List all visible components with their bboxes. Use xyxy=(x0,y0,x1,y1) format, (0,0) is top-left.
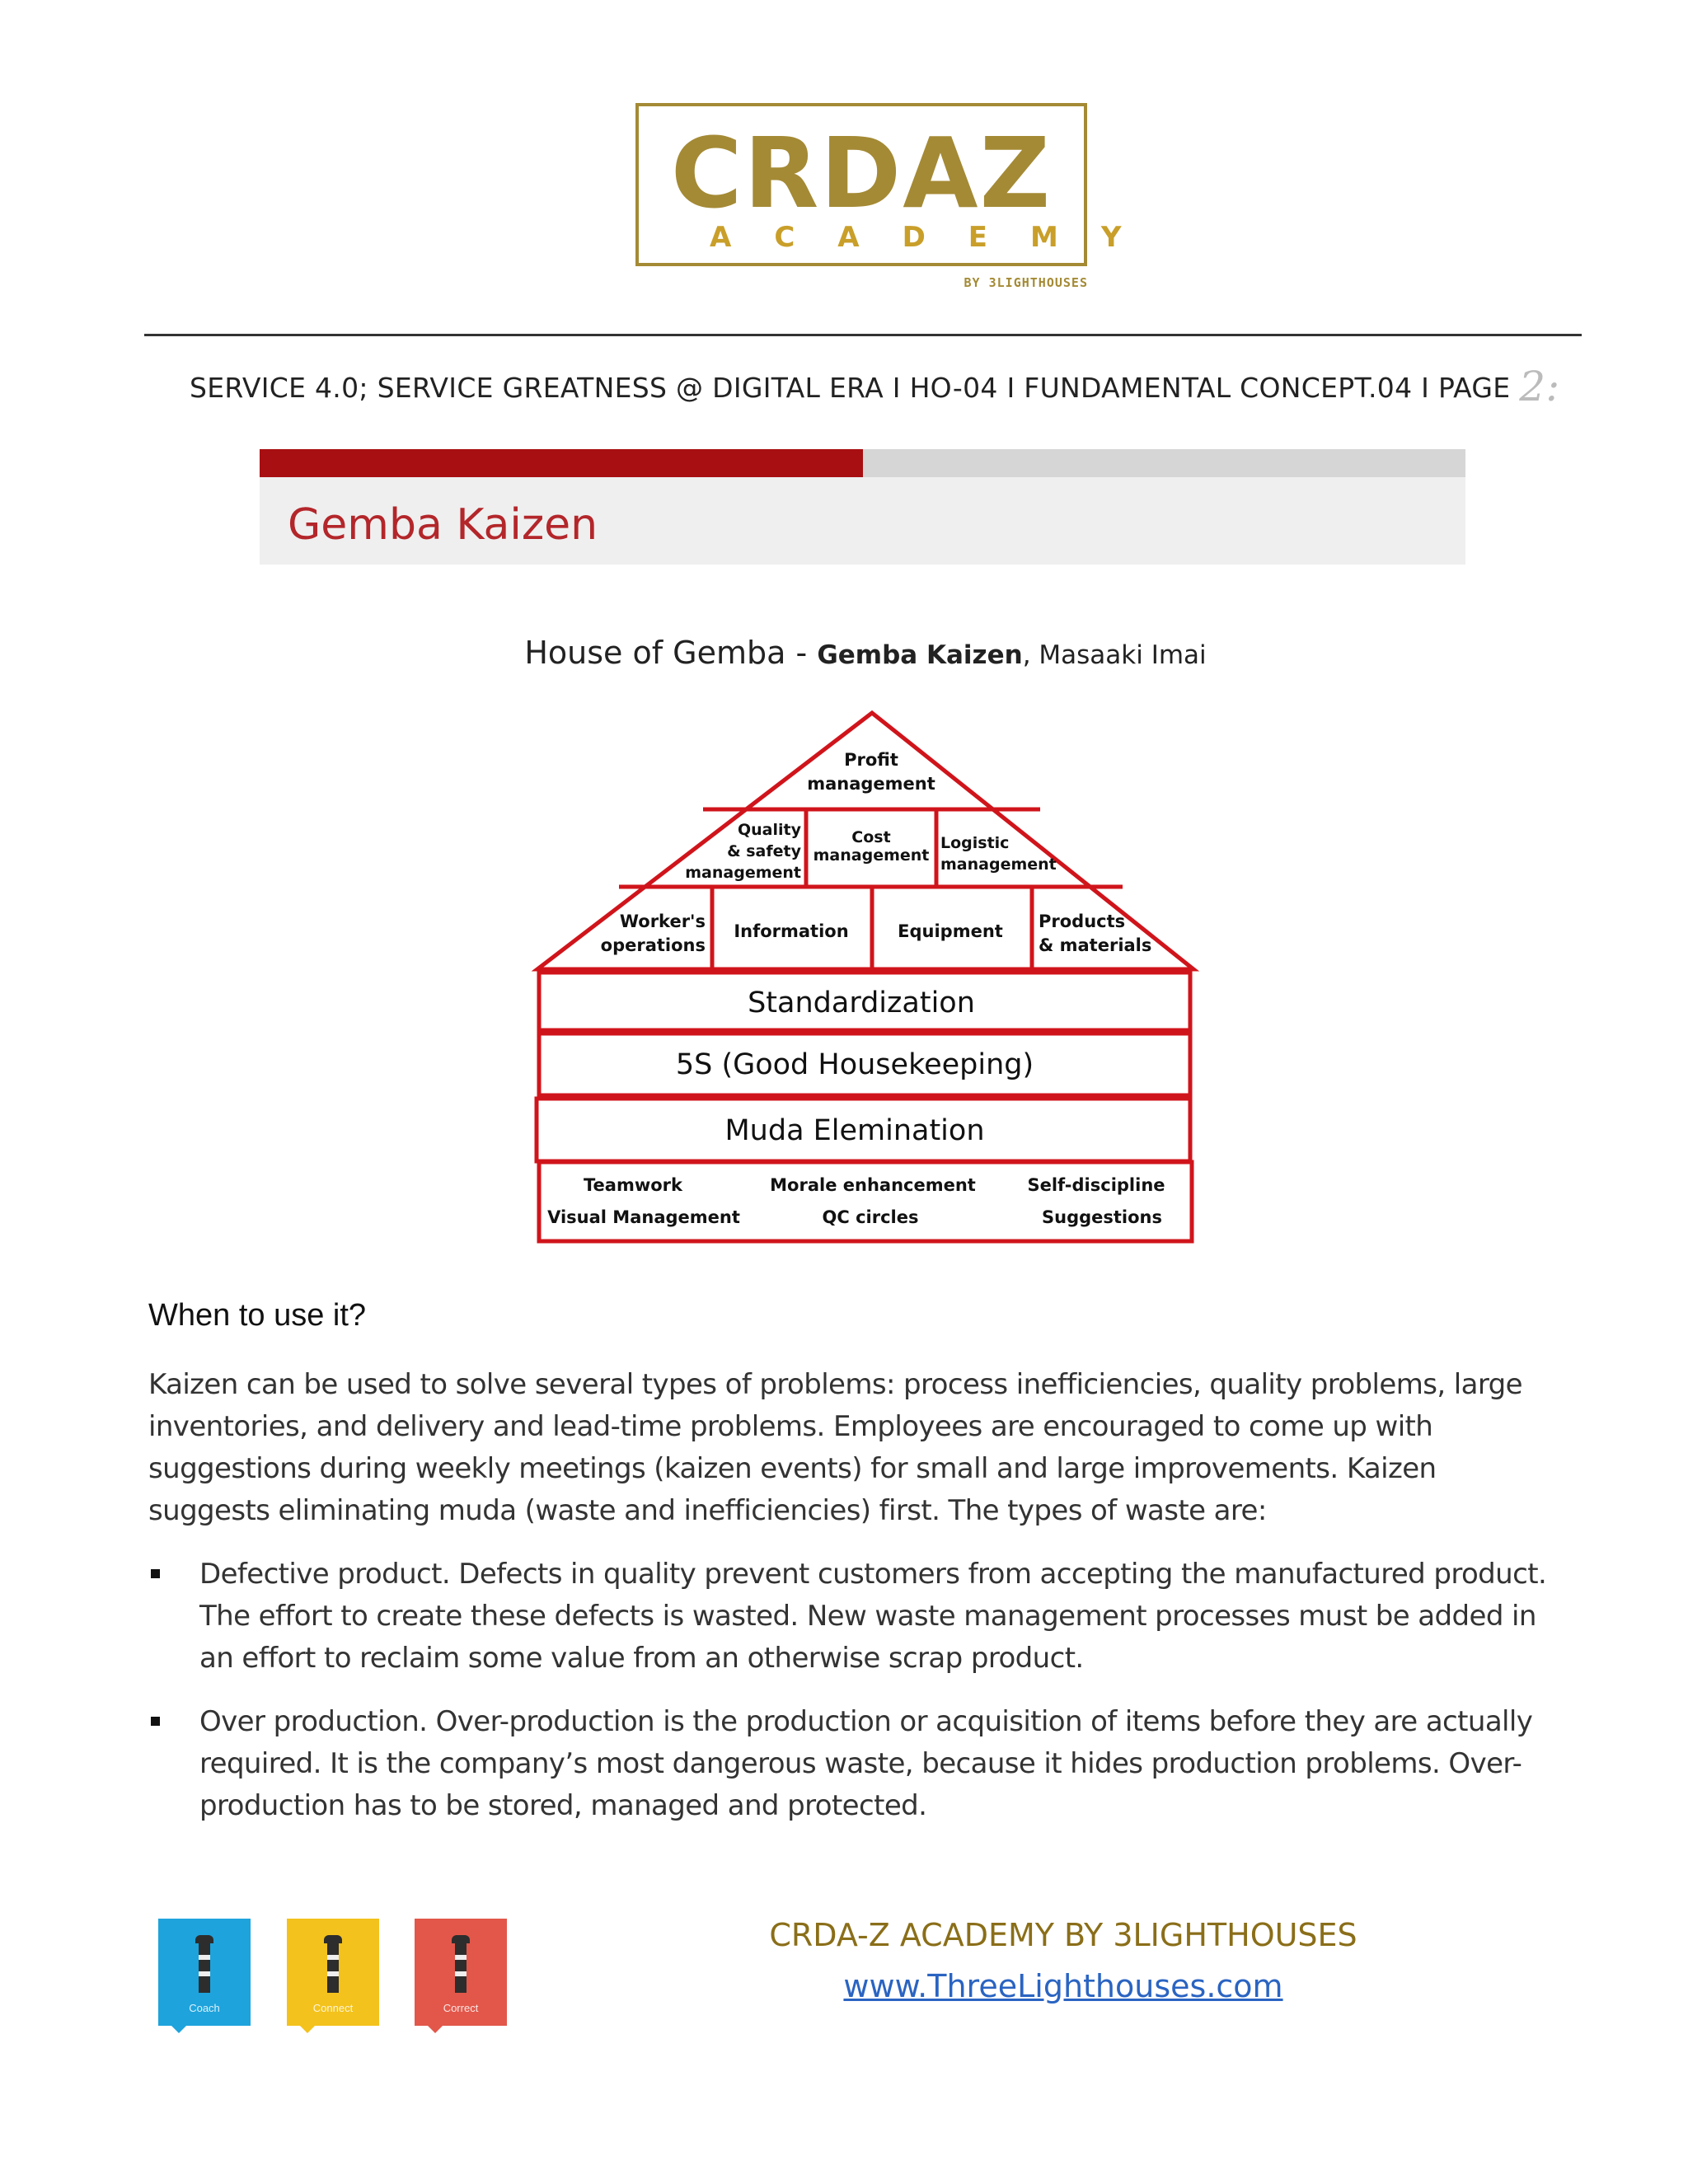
diagram-title-rest: , Masaaki Imai xyxy=(1022,640,1207,670)
lighthouse-stripe xyxy=(455,1971,467,1976)
quality-line1: Quality xyxy=(738,821,801,839)
list-item-text: Defective product. Defects in quality prevent customers from accepting the manufactured product. The effort to create these defects is wasted. New waste management processes must be added in an effort to reclaim some value from an otherwise scrap product. xyxy=(199,1558,1547,1675)
logo-subtitle: ACADEMY xyxy=(710,221,1165,254)
running-head-text: SERVICE 4.0; SERVICE GREATNESS @ DIGITAL ERA I HO-04 I FUNDAMENTAL CONCEPT.04 I PAGE xyxy=(190,372,1511,404)
teamwork-label: Teamwork xyxy=(584,1175,682,1195)
section-heading: When to use it? xyxy=(148,1298,367,1333)
section-paragraph: Kaizen can be used to solve several types of problems: process inefficiencies, quality problems, large inventories, and delivery and lead-time problems. Employees are encouraged to come up with suggestions during weekly meetings (kaizen events) for small and large improvements. Kaizen suggests eliminating muda (waste and inefficiencies) first. The types of waste are: xyxy=(148,1368,1522,1527)
banner-title: Gemba Kaizen xyxy=(288,500,598,550)
products-line2: & materials xyxy=(1039,935,1152,955)
bullet-square-icon xyxy=(151,1717,160,1726)
cost-line1: Cost xyxy=(851,828,891,846)
standardization-label: Standardization xyxy=(748,987,975,1019)
tile-pointer xyxy=(171,2026,186,2033)
self-discipline-label: Self-discipline xyxy=(1027,1175,1165,1195)
tile-pointer xyxy=(428,2026,443,2033)
lighthouse-stripe xyxy=(455,1955,467,1960)
suggestions-label: Suggestions xyxy=(1042,1207,1162,1227)
list-item xyxy=(148,1554,1574,1680)
information-label: Information xyxy=(734,921,849,941)
lighthouse-stripe xyxy=(199,1971,210,1976)
tile-pointer xyxy=(300,2026,315,2033)
lighthouse-tower xyxy=(199,1942,210,1993)
diagram-title-bold: Gemba Kaizen xyxy=(817,640,1023,670)
lighthouse-tower xyxy=(455,1942,467,1993)
coach-tile xyxy=(158,1919,251,2026)
equipment-label: Equipment xyxy=(898,921,1003,941)
footer-organization: CRDA-Z ACADEMY BY 3LIGHTHOUSES xyxy=(769,1917,1357,1953)
qc-circles-label: QC circles xyxy=(822,1207,919,1227)
workers-line2: operations xyxy=(600,935,706,955)
connect-tile xyxy=(287,1919,379,2026)
profit-management-line1: Profit xyxy=(844,750,898,770)
logo-title: CRDAZ xyxy=(670,116,1053,230)
five-s-label: 5S (Good Housekeeping) xyxy=(675,1048,1034,1081)
diagram-title-main: House of Gemba - xyxy=(524,635,818,671)
quality-line2: & safety xyxy=(727,842,801,860)
workers-line1: Worker's xyxy=(619,912,706,931)
tile-label: Connect xyxy=(312,2002,354,2014)
lighthouse-stripe xyxy=(327,1955,339,1960)
profit-management-line2: management xyxy=(807,774,935,794)
lighthouse-stripe xyxy=(199,1955,210,1960)
logistic-line2: management xyxy=(940,855,1057,874)
morale-label: Morale enhancement xyxy=(770,1175,976,1195)
logistic-line1: Logistic xyxy=(940,834,1010,852)
quality-line3: management xyxy=(685,864,801,882)
logo-byline: BY 3LIGHTHOUSES xyxy=(964,275,1088,290)
lighthouse-stripe xyxy=(327,1971,339,1976)
page-number: 2: xyxy=(1519,363,1560,410)
visual-management-label: Visual Management xyxy=(547,1207,740,1227)
products-line1: Products xyxy=(1039,912,1126,931)
muda-label: Muda Elemination xyxy=(724,1114,985,1147)
tile-label: Coach xyxy=(189,2002,220,2014)
bullet-square-icon xyxy=(151,1569,160,1578)
cost-line2: management xyxy=(813,846,930,865)
tile-label: Correct xyxy=(443,2002,479,2014)
footer-website-link[interactable]: www.ThreeLighthouses.com xyxy=(843,1968,1283,2004)
list-item-text: Over production. Over-production is the production or acquisition of items before they are actually required. It is the company’s most dangerous waste, because it hides production problems. Over-production has to be stored, managed and protected. xyxy=(199,1705,1533,1822)
foundation-box xyxy=(539,1162,1192,1241)
lighthouse-tower xyxy=(327,1942,339,1993)
list-item xyxy=(148,1701,1574,1827)
correct-tile xyxy=(415,1919,507,2026)
